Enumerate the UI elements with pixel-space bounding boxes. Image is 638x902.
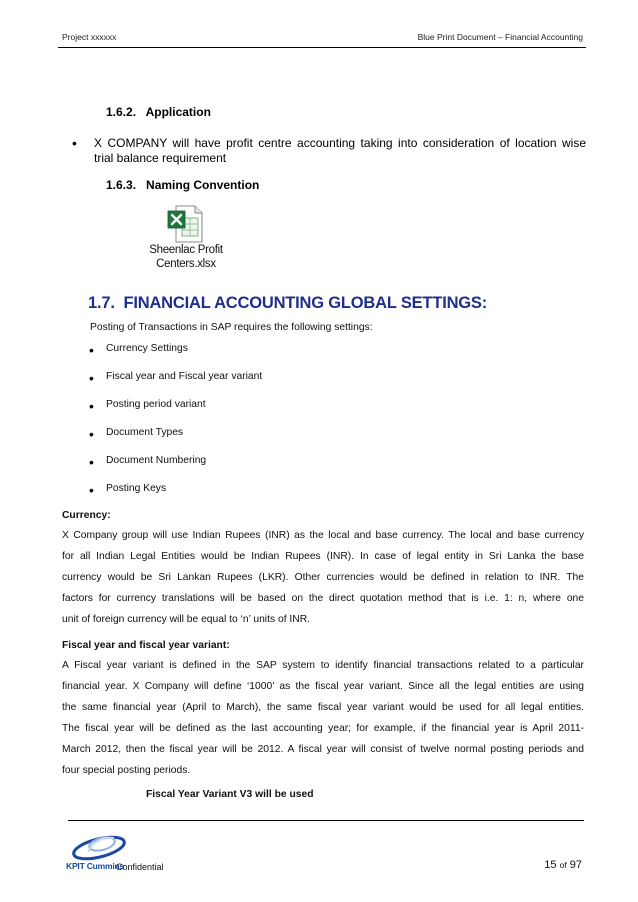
heading-global-settings: 1.7. FINANCIAL ACCOUNTING GLOBAL SETTINGS: <box>88 294 488 312</box>
fiscal-line: four special posting periods. <box>62 765 191 776</box>
currency-line: currency would be Sri Lankan Rupees (LKR). Other currencies would be defined in relation to INR. The <box>62 572 584 583</box>
excel-file-icon[interactable] <box>167 205 203 243</box>
fiscal-variant-note: Fiscal Year Variant V3 will be used <box>146 789 314 800</box>
footer-rule <box>68 820 584 821</box>
page-number <box>544 859 582 871</box>
bullet-icon: • <box>89 482 94 498</box>
settings-item: Fiscal year and Fiscal year variant <box>106 371 263 382</box>
fiscal-line: The fiscal year will be defined as the last accounting year; for example, if the financial year is April 2011- <box>62 723 584 734</box>
footer-confidential: Confidential <box>116 862 164 872</box>
settings-item: Posting Keys <box>106 483 167 494</box>
currency-line: unit of foreign currency will be equal to ‘n’ units of INR. <box>62 614 311 625</box>
heading-fiscal-year: Fiscal year and fiscal year variant: <box>62 640 230 651</box>
settings-item: Document Types <box>106 427 184 438</box>
heading-application: 1.6.2. Application <box>106 105 211 119</box>
fiscal-line: A Fiscal year variant is defined in the SAP system to identify financial transactions related to a particular <box>62 660 584 671</box>
fiscal-line: March 2012, then the fiscal year will be 2012. A fiscal year will consist of twelve normal posting periods and <box>62 744 584 755</box>
fiscal-line: the same financial year (April to March), the same fiscal year variant would be used for all legal entities. <box>62 702 584 713</box>
application-text-line2: trial balance requirement <box>94 151 227 165</box>
bullet-icon: • <box>89 426 94 442</box>
currency-line: factors for currency translations will be based on the direct quotation method that is i.e. 1: n, where one <box>62 593 584 604</box>
attachment-label-line2[interactable]: Centers.xlsx <box>156 258 216 270</box>
bullet-icon: • <box>89 342 94 358</box>
currency-line: for all Indian Legal Entities would be Indian Rupees (INR). In case of legal entity in Sri Lanka the base <box>62 551 584 562</box>
header-rule <box>58 47 586 48</box>
fiscal-line: financial year. X Company will define ‘1000’ as the fiscal year variant. Since all the legal entities are using <box>62 681 584 692</box>
bullet-icon: • <box>89 454 94 470</box>
bullet-icon: • <box>89 370 94 386</box>
settings-item: Posting period variant <box>106 399 206 410</box>
attachment-label-line1[interactable]: Sheenlac Profit <box>149 244 223 256</box>
bullet-icon: • <box>72 135 77 151</box>
heading-currency: Currency: <box>62 510 111 521</box>
currency-line: X Company group will use Indian Rupees (INR) as the local and base currency. The local and base currency <box>62 530 584 541</box>
page-current: 15 <box>544 859 557 871</box>
page-of: of <box>559 860 567 870</box>
settings-intro: Posting of Transactions in SAP requires the following settings: <box>90 322 373 333</box>
page-total: 97 <box>569 859 582 871</box>
header-document-title: Blue Print Document – Financial Accounting <box>417 32 583 42</box>
heading-naming-convention: 1.6.3. Naming Convention <box>106 178 260 192</box>
bullet-icon: • <box>89 398 94 414</box>
settings-item: Document Numbering <box>106 455 207 466</box>
application-text-line1: X COMPANY will have profit centre accounting taking into consideration of location wise <box>94 136 586 150</box>
kpit-logo-text: KPIT Cummins <box>66 861 125 871</box>
header-project: Project xxxxxx <box>62 32 117 42</box>
settings-item: Currency Settings <box>106 343 188 354</box>
